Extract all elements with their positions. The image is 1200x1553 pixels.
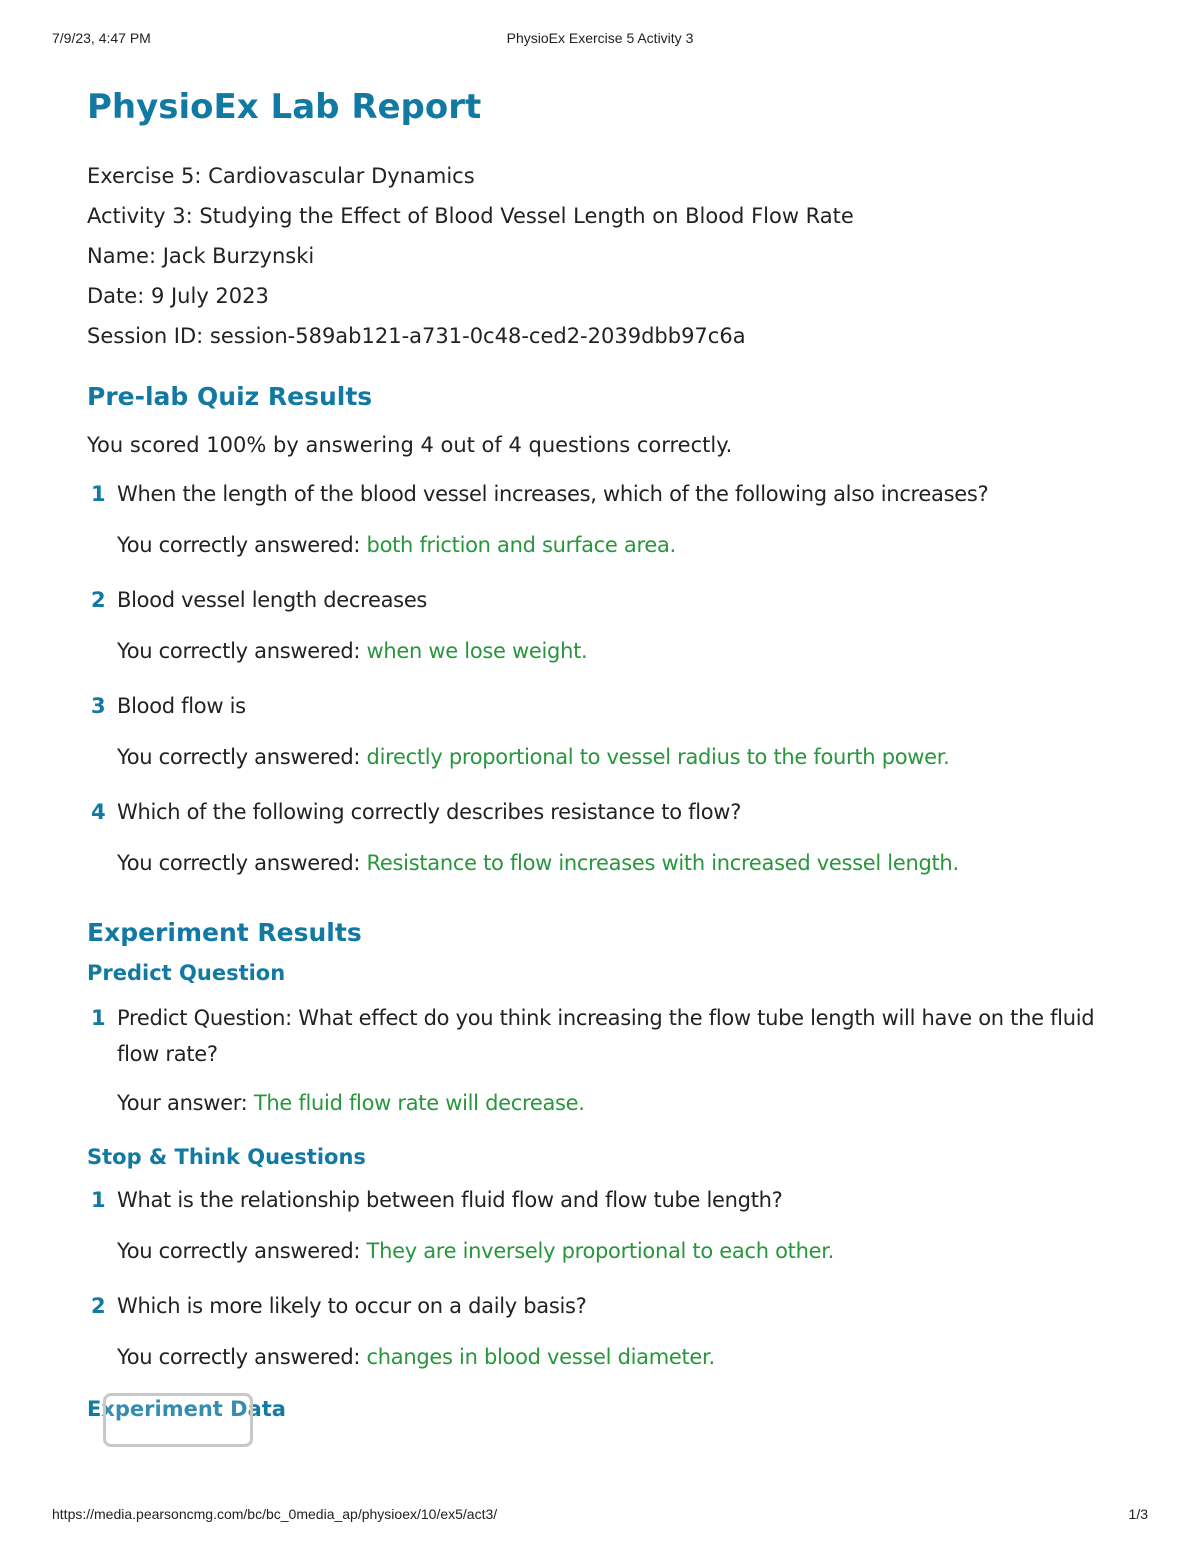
keyboard-overlay (103, 1393, 253, 1447)
answer-line (117, 1342, 1127, 1372)
experiment-heading: Experiment Results (87, 918, 362, 947)
prelab-question (87, 476, 1127, 560)
predict-question (87, 1000, 1127, 1118)
question-text: Which of the following correctly describes resistance to flow? (117, 800, 742, 824)
question-text: What is the relationship between fluid flow and flow tube length? (117, 1188, 783, 1212)
answer-value: changes in blood vessel diameter. (366, 1345, 715, 1369)
question-text: Blood flow is (117, 694, 246, 718)
session-line: Session ID: session-589ab121-a731-0c48-ced2-2039dbb97c6a (87, 324, 746, 348)
answer-value: They are inversely proportional to each other. (366, 1239, 835, 1263)
prelab-question (87, 582, 1127, 666)
question-text: When the length of the blood vessel increases, which of the following also increases? (117, 482, 989, 506)
question-number: 2 (91, 1294, 106, 1318)
prelab-question (87, 794, 1127, 878)
name-line: Name: Jack Burzynski (87, 244, 315, 268)
print-header (52, 30, 1148, 50)
question-text: Blood vessel length decreases (117, 588, 428, 612)
lab-report (87, 84, 1127, 1424)
date-line: Date: 9 July 2023 (87, 284, 269, 308)
stop-think-question (87, 1288, 1127, 1372)
answer-value: Resistance to flow increases with increased vessel length. (366, 851, 959, 875)
report-title: PhysioEx Lab Report (87, 87, 482, 127)
answer-value: directly proportional to vessel radius to the fourth power. (366, 745, 950, 769)
print-footer (52, 1506, 1148, 1526)
answer-line (117, 848, 1127, 878)
print-page-number: 1/3 (1128, 1506, 1148, 1522)
question-number: 4 (91, 800, 106, 824)
answer-line (117, 1236, 1127, 1266)
answer-prefix: Your answer: (117, 1091, 248, 1115)
question-number: 1 (91, 1188, 106, 1212)
answer-prefix: You correctly answered: (117, 1239, 361, 1263)
answer-value: when we lose weight. (366, 639, 588, 663)
answer-prefix: You correctly answered: (117, 533, 361, 557)
stop-think-question (87, 1182, 1127, 1266)
exercise-line: Exercise 5: Cardiovascular Dynamics (87, 164, 475, 188)
prelab-score: You scored 100% by answering 4 out of 4 questions correctly. (87, 433, 733, 457)
answer-value: both friction and surface area. (366, 533, 676, 557)
answer-line (117, 636, 1127, 666)
question-number: 3 (91, 694, 106, 718)
print-datetime: 7/9/23, 4:47 PM (52, 30, 151, 46)
stop-think-heading: Stop & Think Questions (87, 1145, 366, 1169)
question-text: Which is more likely to occur on a daily basis? (117, 1294, 587, 1318)
experiment-data-heading: Experiment Data (87, 1397, 286, 1421)
answer-line (117, 530, 1127, 560)
prelab-heading: Pre-lab Quiz Results (87, 382, 373, 411)
answer-value: The fluid flow rate will decrease. (253, 1091, 585, 1115)
question-number: 1 (91, 1006, 106, 1030)
question-number: 1 (91, 482, 106, 506)
print-url: https://media.pearsoncmg.com/bc/bc_0media_ap/physioex/10/ex5/act3/ (52, 1506, 498, 1522)
answer-prefix: You correctly answered: (117, 1345, 361, 1369)
answer-line (117, 1088, 1127, 1118)
question-number: 2 (91, 588, 106, 612)
answer-line (117, 742, 1127, 772)
question-text: Predict Question: What effect do you think increasing the flow tube length will have on the fluid flow rate? (117, 1006, 1095, 1066)
predict-heading: Predict Question (87, 961, 286, 985)
prelab-question (87, 688, 1127, 772)
answer-prefix: You correctly answered: (117, 639, 361, 663)
print-page-title: PhysioEx Exercise 5 Activity 3 (506, 30, 694, 46)
answer-prefix: You correctly answered: (117, 745, 361, 769)
activity-line: Activity 3: Studying the Effect of Blood Vessel Length on Blood Flow Rate (87, 204, 854, 228)
answer-prefix: You correctly answered: (117, 851, 361, 875)
